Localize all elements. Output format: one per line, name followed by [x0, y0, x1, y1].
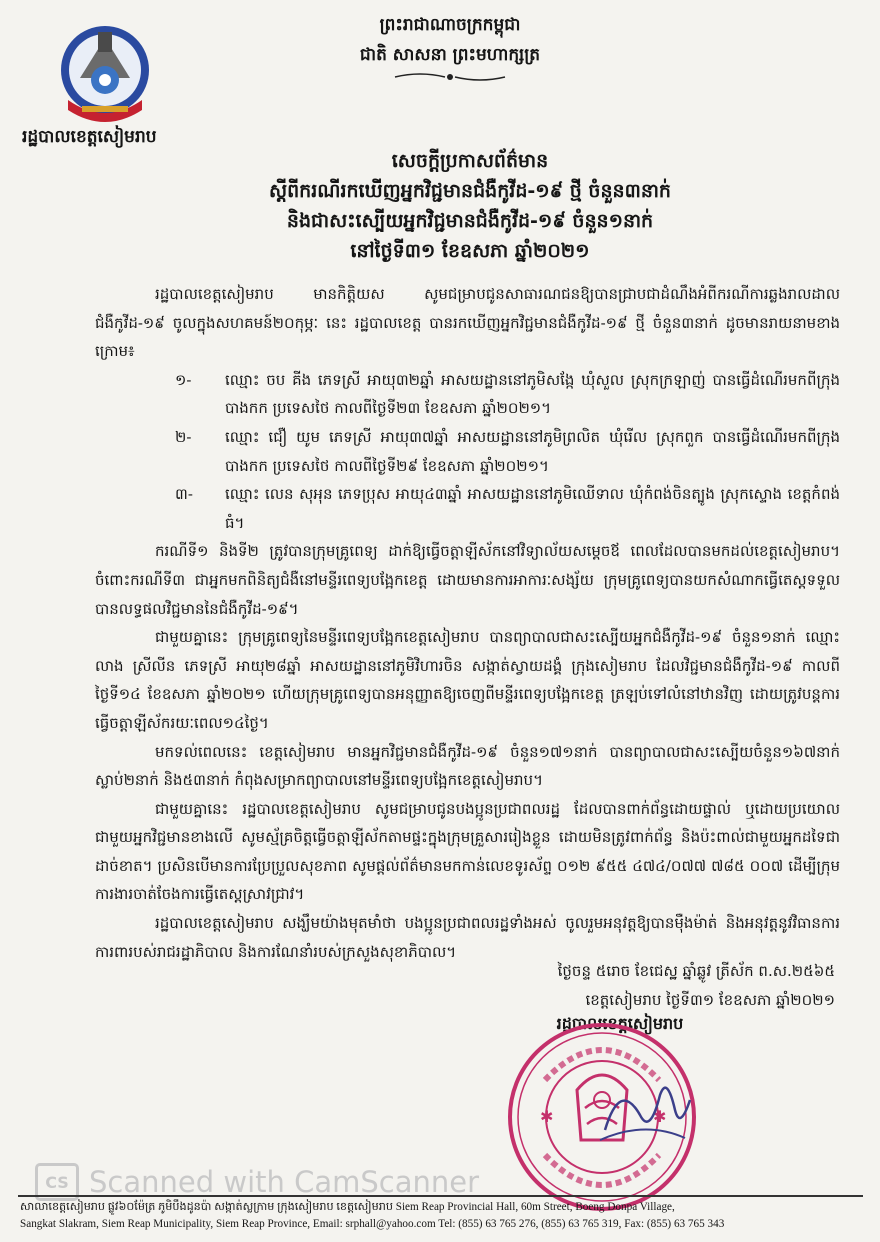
- title-line-1: សេចក្តីប្រកាសព័ត៌មាន: [391, 150, 549, 172]
- statistics-paragraph: មកទល់ពេលនេះ ខេត្តសៀមរាប មានអ្នកវិជ្ជមានជំងឺកូវីដ-១៩ ចំនួន១៧១នាក់ បានព្យាបាលជាសះស្បើយចំនួន១៦៧នាក់ ស្លាប់២នាក់ និង៥៣នាក់ កំពុងសម្រាកព្យាបាលនៅមន្ទីរពេទ្យបង្អែកខេត្តសៀមរាប។: [95, 742, 840, 790]
- date-block: [455, 957, 835, 1015]
- recovery-paragraph: ជាមួយគ្នានេះ ក្រុមគ្រូពេទ្យនៃមន្ទីរពេទ្យបង្អែកខេត្តសៀមរាប បានព្យាបាលជាសះស្បើយអ្នកជំងឺកូវីដ-១៩ ចំនួន១នាក់ ឈ្មោះ លាង ស្រីលីន ភេទស្រី អាយុ២៨ឆ្នាំ អាសយដ្ឋាននៅភូមិវិហារចិន សង្កាត់ស្វាយដង្គំ ក្រុងសៀមរាប ដែលវិជ្ជមានជំងឺកូវីដ-១៩ កាលពីថ្ងៃទី១៤ ខែឧសភា ឆ្នាំ២០២១ ហើយក្រុមគ្រូពេទ្យបានអនុញ្ញាតឱ្យចេញពីមន្ទីរពេទ្យបង្អែកខេត្ត ត្រឡប់ទៅលំនៅឋានវិញ ដោយត្រូវបន្តការធ្វើចត្តាឡីស័ករយៈពេល១៤ថ្ងៃ។: [95, 628, 840, 732]
- svg-text:✱: ✱: [540, 1107, 554, 1126]
- lunar-date: ថ្ងៃចន្ទ ៥រោច ខែជេស្ឋ ឆ្នាំឆ្លូវ ត្រីស័ក ព.ស.២៥៦៥: [557, 962, 835, 980]
- quarantine-paragraph: ករណីទី១ និងទី២ ត្រូវបានក្រុមគ្រូពេទ្យ ដាក់ឱ្យធ្វើចត្តាឡីស័កនៅវិទ្យាល័យសម្តេចឪ ពេលដែលបានមកដល់ខេត្តសៀមរាប។ ចំពោះករណីទី៣ ជាអ្នកមកពិនិត្យជំងឺនៅមន្ទីរពេទ្យបង្អែកខេត្ត ដោយមានការអាការៈសង្ស័យ ក្រុមគ្រូពេទ្យបានយកសំណាកធ្វើតេស្តទទួលបានលទ្ធផលវិជ្ជមាននៃជំងឺកូវីដ-១៩។: [95, 542, 840, 618]
- handwritten-signature: [585, 1060, 695, 1160]
- title-line-2: ស្តីពីករណីរកឃើញអ្នកវិជ្ជមានជំងឺកូវីដ-១៩ ថ្មី ចំនួន៣នាក់: [269, 180, 671, 202]
- case-number: ១-: [175, 370, 192, 389]
- closing-paragraph: រដ្ឋបាលខេត្តសៀមរាប សង្ឃឹមយ៉ាងមុតមាំថា បងប្អូនប្រជាពលរដ្ឋទាំងអស់ ចូលរួមអនុវត្តឱ្យបានម៉ឺងម៉ាត់ និងអនុវត្តនូវវិធានការការពារបស់រាជរដ្ឋាភិបាល និងការណែនាំរបស់ក្រសួងសុខាភិបាល។: [95, 914, 840, 961]
- announcement-title: [140, 146, 800, 266]
- case-number: ២-: [175, 427, 192, 446]
- ornament-divider: [390, 70, 510, 84]
- signatory-name: រដ្ឋបាលខេត្តសៀមរាប: [556, 1014, 684, 1033]
- case-item: [95, 366, 840, 423]
- provincial-emblem-logo: [50, 18, 160, 128]
- footer-address: [20, 1199, 865, 1233]
- svg-text:✱: ✱: [653, 1107, 667, 1126]
- solar-date: ខេត្តសៀមរាប ថ្ងៃទី៣១ ខែឧសភា ឆ្នាំ២០២១: [585, 991, 835, 1009]
- organization-name: រដ្ឋបាលខេត្តសៀមរាប: [22, 127, 157, 147]
- case-number: ៣-: [175, 485, 193, 504]
- intro-paragraph: រដ្ឋបាលខេត្តសៀមរាប មានកិត្តិយស សូមជម្រាបជូនសាធារណជនឱ្យបានជ្រាបជាដំណឹងអំពីករណីការឆ្លងរាលដាលជំងឺកូវីដ-១៩ ចូលក្នុងសហគមន៍២០កុម្ភៈ នេះ រដ្ឋបាលខេត្ត បានរកឃើញអ្នកវិជ្ជមានជំងឺកូវីដ-១៩ ថ្មី ចំនួន៣នាក់ ដូចមានរាយនាមខាងក្រោម៖: [95, 285, 840, 361]
- title-line-4: នៅថ្ងៃទី៣១ ខែឧសភា ឆ្នាំ២០២១: [350, 240, 590, 262]
- camscanner-icon: CS: [35, 1163, 79, 1201]
- footer-divider: [18, 1195, 863, 1197]
- kingdom-name: ព្រះរាជាណាចក្រកម្ពុជា: [379, 15, 521, 35]
- national-motto: ជាតិ សាសនា ព្រះមហាក្សត្រ: [359, 45, 541, 65]
- case-item: [95, 423, 840, 480]
- case-text: ឈ្មោះ លេន សុអុន ភេទប្រុស អាយុ៤៣ឆ្នាំ អាសយដ្ឋាននៅភូមិឈើទាល ឃុំកំពង់ចិនត្បូង ស្រុកស្ទោង ខេត្តកំពង់ធំ។: [225, 485, 840, 532]
- footer-line-2: Sangkat Slakram, Siem Reap Municipality, Siem Reap Province, Email: srphall@yahoo.com Tel: (855) 63 765 276, (855) 63 765 319, Fax: (855) 63 765 343: [20, 1218, 725, 1230]
- announcement-body: [95, 280, 840, 966]
- watermark-text: Scanned with CamScanner: [89, 1165, 480, 1199]
- kingdom-heading: [250, 10, 650, 84]
- case-text: ឈ្មោះ ចប គីង ភេទស្រី អាយុ៣២ឆ្នាំ អាសយដ្ឋាននៅភូមិសង្កែ ឃុំសួល ស្រុកក្រឡាញ់ បានធ្វើដំណើរមកពីក្រុងបាងកក ប្រទេសថៃ កាលពីថ្ងៃទី២៣ ខែឧសភា ឆ្នាំ២០២១។: [225, 370, 840, 418]
- contact-advice-paragraph: ជាមួយគ្នានេះ រដ្ឋបាលខេត្តសៀមរាប សូមជម្រាបជូនបងប្អូនប្រជាពលរដ្ឋ ដែលបានពាក់ព័ន្ធដោយផ្ទាល់ ឬដោយប្រយោល ជាមួយអ្នកវិជ្ជមានខាងលើ សូមស្ម័គ្រចិត្តធ្វើចត្តាឡីស័កតាមផ្ទះក្នុងក្រុមគ្រួសាររៀងខ្លួន ដោយមិនត្រូវពាក់ព័ន្ធ និងប៉ះពាល់ជាមួយអ្នកដទៃជាដាច់ខាត។ ប្រសិនបើមានការប្រែប្រួលសុខភាព សូមផ្តល់ព័ត៌មានមកកាន់លេខទូរស័ព្ទ ០១២ ៩៥៥ ៤៧៤/០៧៧ ៧៨៥ ០០៧ ដើម្បីក្រុមការងារចាត់ចែងការធ្វើតេស្តស្រាវជ្រាវ។: [95, 799, 840, 904]
- case-text: ឈ្មោះ ជឿ យូម ភេទស្រី អាយុ៣៧ឆ្នាំ អាសយដ្ឋាននៅភូមិព្រលិត ឃុំរើល ស្រុកពួក បានធ្វើដំណើរមកពីក្រុងបាងកក ប្រទេសថៃ កាលពីថ្ងៃទី២៩ ខែឧសភា ឆ្នាំ២០២១។: [225, 427, 840, 475]
- footer-line-1: សាលាខេត្តសៀមរាប ផ្លូវ៦០ម៉ែត្រ ភូមិបឹងដូនប៉ា សង្កាត់ស្លក្រាម ក្រុងសៀមរាប ខេត្តសៀមរាប Siem Reap Provincial Hall, 60m Street, Boeng Donpa Village,: [20, 1201, 675, 1213]
- title-line-3: និងជាសះស្បើយអ្នកវិជ្ជមានជំងឺកូវីដ-១៩ ចំនួន១នាក់: [286, 210, 654, 232]
- case-item: [95, 480, 840, 537]
